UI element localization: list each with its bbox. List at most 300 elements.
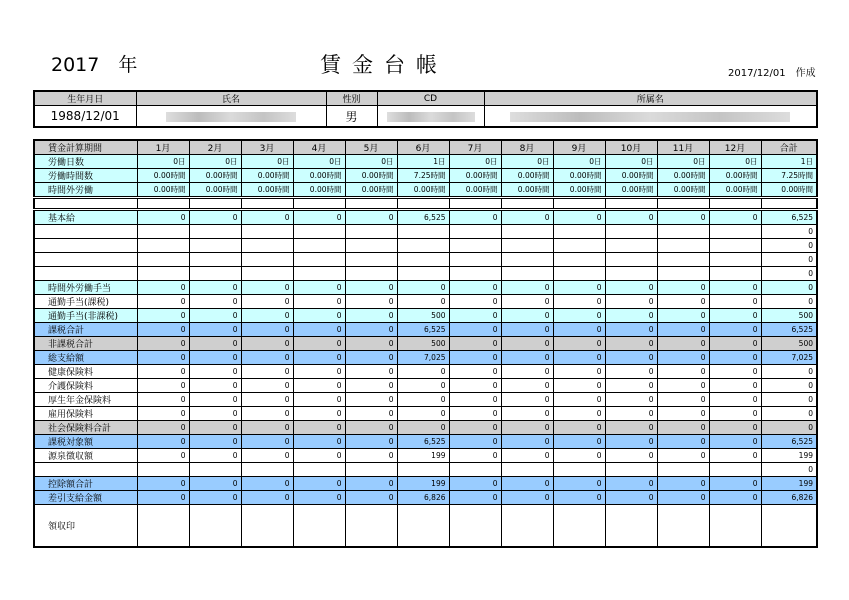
month-value: 0 (553, 295, 605, 309)
month-value: 0 (449, 309, 501, 323)
row-total: 6,826 (761, 491, 817, 505)
month-value (709, 505, 761, 548)
table-row (34, 183, 817, 198)
month-value: 0.00時間 (449, 183, 501, 198)
row-total (761, 505, 817, 548)
month-value (657, 198, 709, 210)
month-value: 0 (397, 365, 449, 379)
month-value: 0 (709, 351, 761, 365)
row-label: 控除額合計 (34, 477, 137, 491)
month-value: 0 (501, 435, 553, 449)
month-value (241, 253, 293, 267)
row-label: 労働日数 (34, 155, 137, 169)
month-value (397, 463, 449, 477)
table-row (34, 449, 817, 463)
department-header: 所属名 (484, 91, 817, 106)
month-value: 0 (553, 477, 605, 491)
row-label: 差引支給金額 (34, 491, 137, 505)
month-value: 0 (137, 351, 189, 365)
row-label (34, 239, 137, 253)
month-value: 0.00時間 (709, 169, 761, 183)
month-value (397, 505, 449, 548)
month-value: 0.00時間 (449, 169, 501, 183)
table-row (34, 239, 817, 253)
table-row (34, 169, 817, 183)
month-value: 0 (189, 281, 241, 295)
month-value: 0 (397, 421, 449, 435)
cd-header: CD (377, 91, 484, 106)
month-value (709, 198, 761, 210)
month-value: 0 (605, 477, 657, 491)
month-value (189, 253, 241, 267)
month-header: 3月 (241, 140, 293, 155)
month-value: 0.00時間 (605, 183, 657, 198)
row-label (34, 225, 137, 239)
month-value (709, 267, 761, 281)
gender-value: 男 (326, 106, 377, 128)
month-value: 0 (449, 323, 501, 337)
month-value: 6,525 (397, 210, 449, 225)
month-value: 0 (241, 210, 293, 225)
month-value: 0 (189, 295, 241, 309)
month-value: 0.00時間 (293, 169, 345, 183)
month-value (605, 253, 657, 267)
row-total: 500 (761, 337, 817, 351)
month-value: 0 (137, 393, 189, 407)
row-label: 源泉徴収額 (34, 449, 137, 463)
table-row (34, 379, 817, 393)
month-value: 0 (709, 407, 761, 421)
table-row (34, 491, 817, 505)
month-value: 0 (137, 379, 189, 393)
month-value: 0 (657, 421, 709, 435)
table-row (34, 365, 817, 379)
month-value: 0 (137, 365, 189, 379)
month-value: 0日 (241, 155, 293, 169)
month-value: 0 (709, 379, 761, 393)
department-value (484, 106, 817, 128)
month-value (553, 505, 605, 548)
month-value: 6,826 (397, 491, 449, 505)
month-value: 0 (345, 337, 397, 351)
month-value: 0 (605, 210, 657, 225)
month-value: 0 (345, 309, 397, 323)
month-value: 0日 (293, 155, 345, 169)
month-value: 0 (605, 337, 657, 351)
month-value: 0 (709, 421, 761, 435)
month-value: 0 (241, 491, 293, 505)
month-value: 0.00時間 (709, 183, 761, 198)
month-value: 0 (657, 477, 709, 491)
month-value: 0.00時間 (501, 183, 553, 198)
month-value: 0.00時間 (137, 169, 189, 183)
month-value: 0 (241, 379, 293, 393)
month-value: 0.00時間 (293, 183, 345, 198)
row-total: 0 (761, 253, 817, 267)
month-value (553, 239, 605, 253)
total-header: 合計 (761, 140, 817, 155)
month-value: 0 (657, 407, 709, 421)
row-total: 0 (761, 379, 817, 393)
month-value: 6,525 (397, 435, 449, 449)
month-value (501, 267, 553, 281)
page-title: 賃金台帳 (320, 53, 448, 77)
month-value (397, 239, 449, 253)
month-value: 0 (605, 379, 657, 393)
month-header: 6月 (397, 140, 449, 155)
month-value: 0 (345, 477, 397, 491)
month-value (189, 505, 241, 548)
month-value: 0 (241, 351, 293, 365)
month-value: 0 (449, 351, 501, 365)
month-value (345, 225, 397, 239)
month-value: 0 (553, 281, 605, 295)
month-value: 0 (449, 435, 501, 449)
month-value: 0 (709, 491, 761, 505)
birthdate-header: 生年月日 (34, 91, 136, 106)
month-value (501, 239, 553, 253)
month-value: 0 (345, 210, 397, 225)
row-total: 500 (761, 309, 817, 323)
month-value (501, 253, 553, 267)
month-value (189, 225, 241, 239)
month-value: 0 (657, 449, 709, 463)
month-value: 0日 (501, 155, 553, 169)
table-row (34, 337, 817, 351)
month-value: 0 (241, 337, 293, 351)
month-value (657, 253, 709, 267)
month-header: 5月 (345, 140, 397, 155)
row-label: 非課税合計 (34, 337, 137, 351)
month-value: 0 (553, 435, 605, 449)
table-row (34, 210, 817, 225)
month-value: 0 (709, 435, 761, 449)
month-value: 0 (189, 379, 241, 393)
month-value: 0 (397, 281, 449, 295)
month-value: 0 (501, 449, 553, 463)
row-total: 0 (761, 393, 817, 407)
month-value (241, 225, 293, 239)
month-value: 0 (345, 491, 397, 505)
month-value: 0 (553, 309, 605, 323)
month-value: 0 (293, 281, 345, 295)
month-value: 0 (501, 337, 553, 351)
month-value: 0 (345, 281, 397, 295)
row-label (34, 463, 137, 477)
month-value: 0 (137, 337, 189, 351)
row-total: 7,025 (761, 351, 817, 365)
month-value (397, 198, 449, 210)
month-value: 0 (449, 421, 501, 435)
month-value: 0 (293, 365, 345, 379)
month-header: 11月 (657, 140, 709, 155)
row-total: 1日 (761, 155, 817, 169)
month-value (605, 463, 657, 477)
month-value: 0.00時間 (553, 169, 605, 183)
month-value: 0 (501, 421, 553, 435)
table-row (34, 253, 817, 267)
month-value: 0 (189, 435, 241, 449)
row-label: 雇用保険料 (34, 407, 137, 421)
table-row (34, 267, 817, 281)
month-value: 199 (397, 477, 449, 491)
month-value: 0日 (137, 155, 189, 169)
row-label: 時間外労働手当 (34, 281, 137, 295)
month-value (137, 463, 189, 477)
table-row (34, 393, 817, 407)
month-value (345, 505, 397, 548)
table-row (34, 351, 817, 365)
month-value: 0日 (345, 155, 397, 169)
month-value: 0 (449, 393, 501, 407)
month-value: 0 (293, 309, 345, 323)
month-value (553, 225, 605, 239)
month-value: 199 (397, 449, 449, 463)
month-value: 0 (553, 407, 605, 421)
table-row (34, 505, 817, 548)
birthdate-value: 1988/12/01 (34, 106, 136, 128)
month-value (553, 267, 605, 281)
month-value: 0 (137, 421, 189, 435)
row-label (34, 253, 137, 267)
month-value: 0 (345, 421, 397, 435)
month-value: 0 (293, 295, 345, 309)
row-total (761, 198, 817, 210)
month-value: 0 (449, 407, 501, 421)
month-value (449, 463, 501, 477)
month-value (657, 239, 709, 253)
month-value: 0 (189, 337, 241, 351)
month-value: 0.00時間 (241, 169, 293, 183)
month-value: 0 (553, 323, 605, 337)
month-value: 0 (605, 393, 657, 407)
row-label: 労働時間数 (34, 169, 137, 183)
month-value: 0.00時間 (189, 169, 241, 183)
month-value: 0 (449, 477, 501, 491)
month-value: 0 (397, 295, 449, 309)
month-value (137, 253, 189, 267)
month-value: 0 (137, 477, 189, 491)
month-value (293, 239, 345, 253)
month-value: 0.00時間 (397, 183, 449, 198)
cd-value (377, 106, 484, 128)
month-value: 0 (397, 379, 449, 393)
wage-ledger-table (33, 139, 818, 548)
month-value: 0 (657, 351, 709, 365)
month-value: 0 (189, 210, 241, 225)
month-value (293, 267, 345, 281)
month-value: 0 (449, 210, 501, 225)
month-value (501, 505, 553, 548)
month-value: 0 (709, 309, 761, 323)
month-value (657, 463, 709, 477)
table-row (34, 309, 817, 323)
row-label: 課税合計 (34, 323, 137, 337)
month-value: 0 (241, 309, 293, 323)
month-value: 0 (553, 337, 605, 351)
month-value (293, 198, 345, 210)
month-value: 0 (449, 337, 501, 351)
row-total: 6,525 (761, 435, 817, 449)
month-value: 500 (397, 337, 449, 351)
month-value: 0 (449, 379, 501, 393)
month-value: 0 (501, 309, 553, 323)
month-value: 0 (293, 351, 345, 365)
month-value: 0 (241, 365, 293, 379)
name-header: 氏名 (136, 91, 326, 106)
month-value: 0 (293, 379, 345, 393)
month-value: 0 (449, 281, 501, 295)
month-value (709, 253, 761, 267)
month-value: 0 (293, 323, 345, 337)
month-value: 0 (605, 281, 657, 295)
month-value: 7.25時間 (397, 169, 449, 183)
month-value: 0 (189, 477, 241, 491)
month-value: 0 (345, 379, 397, 393)
month-value (137, 239, 189, 253)
row-label: 総支給額 (34, 351, 137, 365)
month-value: 0日 (449, 155, 501, 169)
month-value: 0 (657, 337, 709, 351)
row-total: 0 (761, 365, 817, 379)
month-value (345, 253, 397, 267)
month-value: 0 (137, 210, 189, 225)
month-value: 0 (345, 295, 397, 309)
month-value: 0 (605, 491, 657, 505)
ledger-year: 2017 年 (51, 54, 138, 76)
month-value (345, 239, 397, 253)
month-value: 0 (189, 309, 241, 323)
table-row (34, 477, 817, 491)
month-value (345, 267, 397, 281)
month-value: 0 (605, 435, 657, 449)
month-value: 0 (709, 295, 761, 309)
month-value (657, 505, 709, 548)
row-total: 0 (761, 281, 817, 295)
redacted-cd (387, 112, 475, 122)
month-value (553, 198, 605, 210)
row-total: 0 (761, 421, 817, 435)
month-value (605, 239, 657, 253)
month-value (553, 253, 605, 267)
month-header: 8月 (501, 140, 553, 155)
month-header: 9月 (553, 140, 605, 155)
row-label: 健康保険料 (34, 365, 137, 379)
month-value: 0 (189, 491, 241, 505)
employee-info-table (33, 90, 818, 128)
month-value: 0.00時間 (137, 183, 189, 198)
row-total: 0 (761, 239, 817, 253)
month-value (397, 253, 449, 267)
month-header: 1月 (137, 140, 189, 155)
month-header: 7月 (449, 140, 501, 155)
month-value: 0日 (605, 155, 657, 169)
month-value: 0 (605, 309, 657, 323)
month-value: 0 (553, 421, 605, 435)
month-value (189, 267, 241, 281)
month-value: 0日 (657, 155, 709, 169)
month-value: 0 (605, 295, 657, 309)
month-value: 0 (709, 210, 761, 225)
month-value: 0.00時間 (605, 169, 657, 183)
month-value (241, 463, 293, 477)
month-value: 0 (241, 323, 293, 337)
row-total: 7.25時間 (761, 169, 817, 183)
month-value: 0 (241, 281, 293, 295)
month-value: 0 (293, 421, 345, 435)
month-value: 0 (553, 365, 605, 379)
month-value: 0 (449, 449, 501, 463)
month-value: 0 (449, 365, 501, 379)
table-row (34, 421, 817, 435)
month-value: 0 (345, 351, 397, 365)
month-value (449, 253, 501, 267)
row-label: 社会保険料合計 (34, 421, 137, 435)
row-total: 0 (761, 463, 817, 477)
month-header: 12月 (709, 140, 761, 155)
month-value (345, 198, 397, 210)
month-value (189, 198, 241, 210)
table-row (34, 225, 817, 239)
month-value: 0.00時間 (657, 169, 709, 183)
month-value: 0 (709, 365, 761, 379)
row-label: 課税対象額 (34, 435, 137, 449)
month-value: 0 (657, 210, 709, 225)
month-value: 0 (501, 379, 553, 393)
row-total: 199 (761, 449, 817, 463)
month-value: 0 (345, 407, 397, 421)
month-value (449, 505, 501, 548)
month-value: 0 (137, 281, 189, 295)
month-value: 0 (293, 337, 345, 351)
month-value: 0 (501, 281, 553, 295)
month-header: 2月 (189, 140, 241, 155)
month-value: 0 (553, 491, 605, 505)
row-label: 時間外労働 (34, 183, 137, 198)
month-value (657, 225, 709, 239)
month-value: 0 (345, 435, 397, 449)
month-value (241, 198, 293, 210)
month-value: 0 (137, 309, 189, 323)
month-value: 0 (293, 407, 345, 421)
month-value (189, 463, 241, 477)
month-value: 0.00時間 (345, 183, 397, 198)
month-value: 0 (709, 281, 761, 295)
month-value: 0 (137, 407, 189, 421)
redacted-name (166, 112, 296, 122)
month-value: 0 (293, 393, 345, 407)
month-value (605, 267, 657, 281)
month-value (709, 225, 761, 239)
month-value (293, 253, 345, 267)
month-value (189, 239, 241, 253)
month-value: 0 (605, 323, 657, 337)
month-value: 0 (189, 393, 241, 407)
row-label (34, 198, 137, 210)
row-total: 199 (761, 477, 817, 491)
month-value: 0 (345, 365, 397, 379)
month-value: 0 (241, 393, 293, 407)
month-value (709, 239, 761, 253)
month-value (709, 463, 761, 477)
month-value: 0 (657, 323, 709, 337)
month-value (137, 198, 189, 210)
table-row (34, 295, 817, 309)
month-value (241, 505, 293, 548)
month-value: 0 (501, 407, 553, 421)
month-value: 0 (241, 449, 293, 463)
month-value (241, 267, 293, 281)
